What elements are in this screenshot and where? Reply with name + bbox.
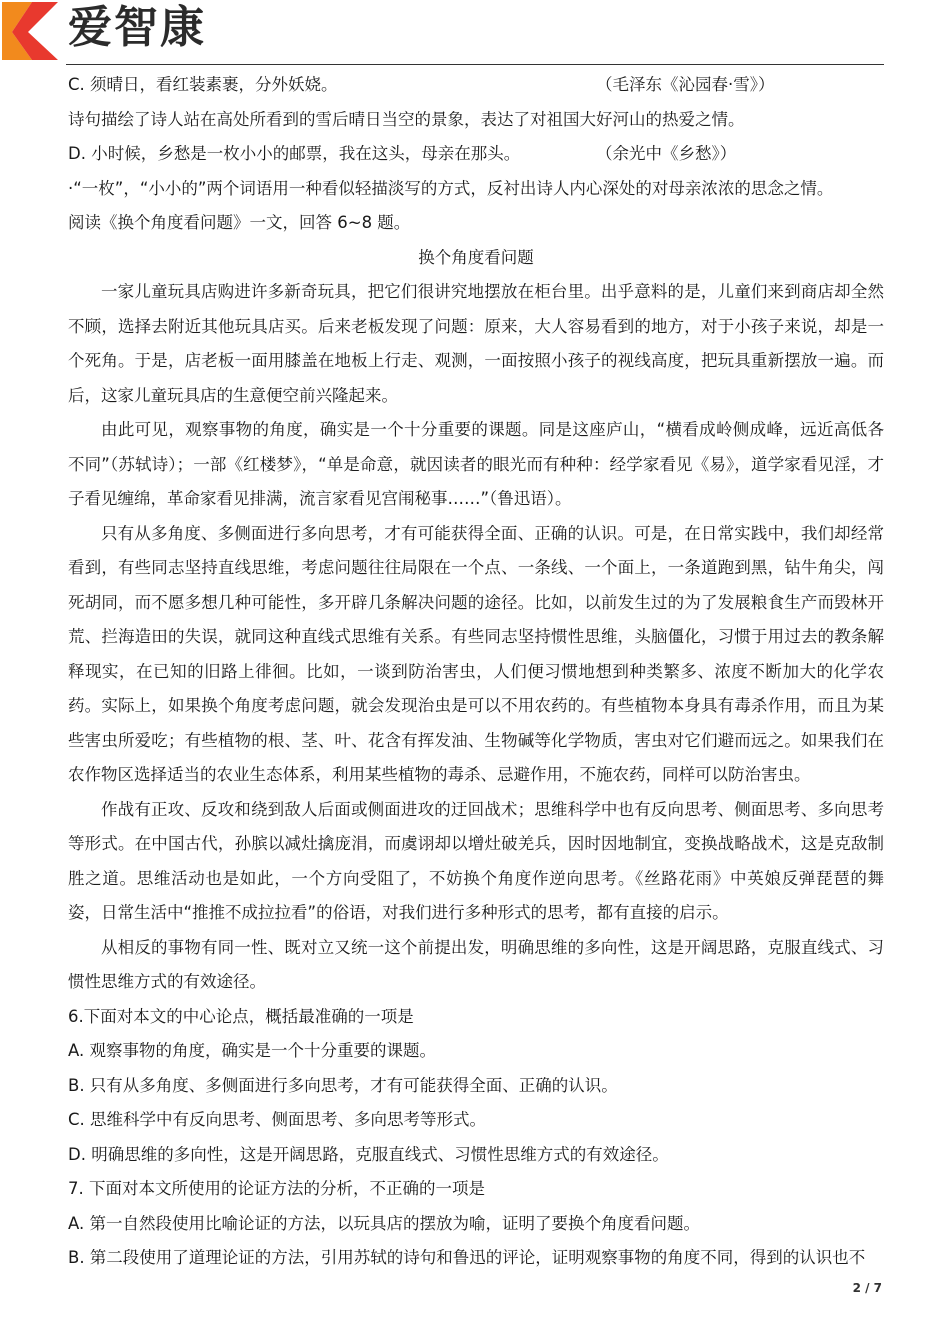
question-6-option-b: B. 只有从多角度、多侧面进行多向思考，才有可能获得全面、正确的认识。 xyxy=(68,1075,618,1095)
question-6-option-a: A. 观察事物的角度，确实是一个十分重要的课题。 xyxy=(68,1041,436,1060)
item-d-source: （余光中《乡愁》） xyxy=(596,144,737,163)
question-6-stem: 6.下面对本文的中心论点，概括最准确的一项是 xyxy=(68,1006,414,1026)
item-d-line: D. 小时候，乡愁是一枚小小的邮票，我在这头，母亲在那头。 xyxy=(68,144,521,163)
article-paragraph: 从相反的事物有同一性、既对立又统一这个前提出发，明确思维的多向性，这是开阔思路，克服直线式、习惯性思维方式的有效途径。 xyxy=(68,937,884,991)
item-c-note: 诗句描绘了诗人站在高处所看到的雪后晴日当空的景象，表达了对祖国大好河山的热爱之情。 xyxy=(68,109,745,129)
brand-logo-icon xyxy=(2,2,58,60)
question-6-option-d: D. 明确思维的多向性，这是开阔思路，克服直线式、习惯性思维方式的有效途径。 xyxy=(68,1144,669,1164)
item-d xyxy=(68,137,884,172)
item-c-source: （毛泽东《沁园春·雪》） xyxy=(596,75,775,94)
question-7-option-b: B. 第二段使用了道理论证的方法，引用苏轼的诗句和鲁迅的评论，证明观察事物的角度不同，得到的认识也不 xyxy=(68,1248,866,1267)
item-d-note: ·“一枚”，“小小的”两个词语用一种看似轻描淡写的方式，反衬出诗人内心深处的对母亲浓浓的思念之情。 xyxy=(68,178,834,198)
article-paragraph: 只有从多角度、多侧面进行多向思考，才有可能获得全面、正确的认识。可是，在日常实践中，我们却经常看到，有些同志坚持直线思维，考虑问题往往局限在一个点、一条线、一个面上，一条道跑到黑，钻牛角尖，闯死胡同，而不愿多想几种可能性，多开辟几条解决问题的途径。比如，以前发生过的为了发展粮食生产而毁林开荒、拦海造田的失误，就同这种直线式思维有关系。有些同志坚持惯性思维，头脑僵化，习惯于用过去的教条解释现实，在已知的旧路上徘徊。比如，一谈到防治害虫，人们便习惯地想到种类繁多、浓度不断加大的化学农药。实际上，如果换个角度考虑问题，就会发现治虫是可以不用农药的。有些植物本身具有毒杀作用，而且为某些害虫所爱吃；有些植物的根、茎、叶、花含有挥发油、生物碱等化学物质，害虫对它们避而远之。如果我们在农作物区选择适当的农业生态体系，利用某些植物的毒杀、忌避作用，不施农药，同样可以防治害虫。 xyxy=(68,523,884,784)
header-divider xyxy=(66,64,884,65)
page-number: 2 / 7 xyxy=(852,1281,882,1295)
article-title: 换个角度看问题 xyxy=(418,247,534,267)
page-header xyxy=(0,0,950,66)
item-c-line: C. 须晴日，看红装素裹，分外妖娆。 xyxy=(68,75,338,94)
question-7-stem: 7. 下面对本文所使用的论证方法的分析，不正确的一项是 xyxy=(68,1179,485,1198)
reading-instruction: 阅读《换个角度看问题》一文，回答 6~8 题。 xyxy=(68,213,411,232)
article-paragraph: 由此可见，观察事物的角度，确实是一个十分重要的课题。同是这座庐山，“横看成岭侧成峰，远近高低各不同”（苏轼诗）；一部《红楼梦》，“单是命意，就因读者的眼光而有种种：经学家看见《易》，道学家看见淫，才子看见缠绵，革命家看见排满，流言家看见宫闱秘事……”（鲁迅语）。 xyxy=(68,420,884,508)
brand-name: 爱智康 xyxy=(68,2,206,53)
article-paragraph: 一家儿童玩具店购进许多新奇玩具，把它们很讲究地摆放在柜台里。出乎意料的是，儿童们来到商店却全然不顾，选择去附近其他玩具店买。后来老板发现了问题：原来，大人容易看到的地方，对于小孩子来说，却是一个死角。于是，店老板一面用膝盖在地板上行走、观测，一面按照小孩子的视线高度，把玩具重新摆放一遍。而后，这家儿童玩具店的生意便空前兴隆起来。 xyxy=(68,282,884,405)
item-c xyxy=(68,68,884,103)
question-6-option-c: C. 思维科学中有反向思考、侧面思考、多向思考等形式。 xyxy=(68,1110,487,1129)
document-body xyxy=(68,68,884,1276)
article-paragraph: 作战有正攻、反攻和绕到敌人后面或侧面进攻的迂回战术；思维科学中也有反向思考、侧面思考、多向思考等形式。在中国古代，孙膑以减灶擒庞涓，而虞诩却以增灶破羌兵，因时因地制宜，变换战略战术，这是克敌制胜之道。思维活动也是如此，一个方向受阻了，不妨换个角度作逆向思考。《丝路花雨》中英娘反弹琵琶的舞姿，日常生活中“推推不成拉拉看”的俗语，对我们进行多种形式的思考，都有直接的启示。 xyxy=(68,799,884,922)
question-7-option-a: A. 第一自然段使用比喻论证的方法，以玩具店的摆放为喻，证明了要换个角度看问题。 xyxy=(68,1213,700,1233)
